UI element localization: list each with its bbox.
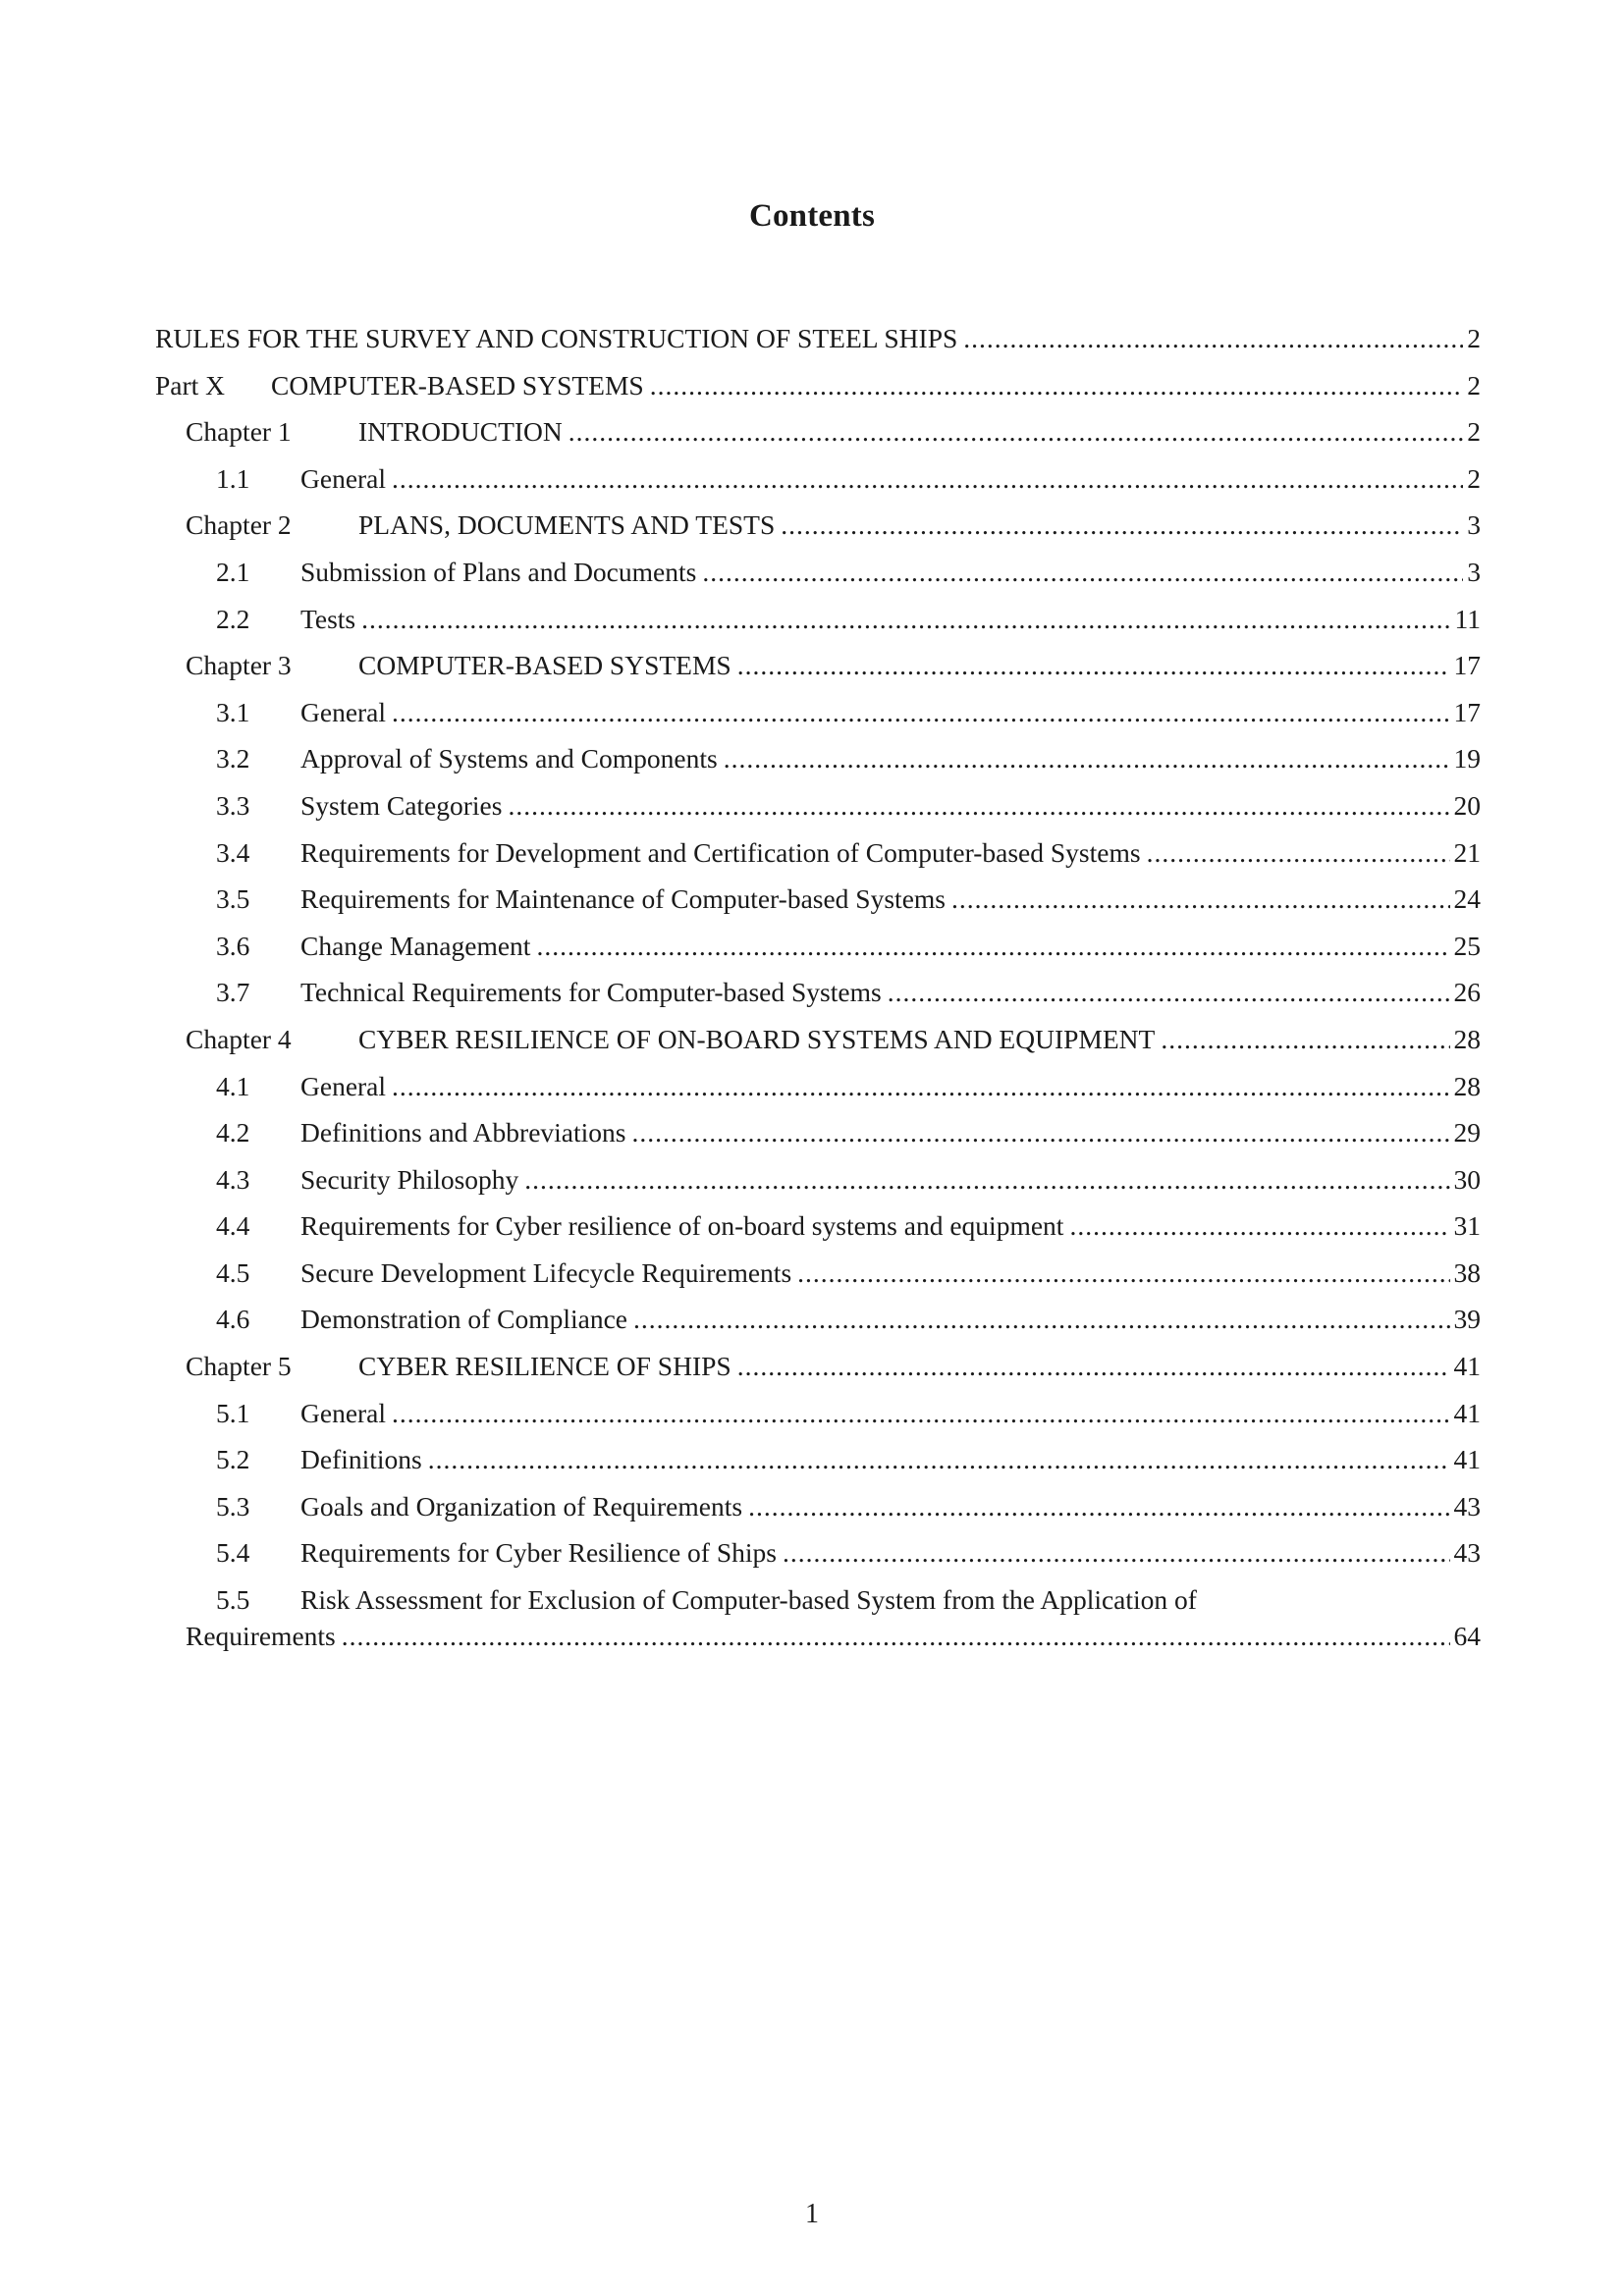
- dot-leader: [702, 553, 1463, 592]
- toc-title: Requirements for Cyber resilience of on-board systems and equipment: [300, 1210, 1064, 1242]
- toc-title: General: [300, 1070, 387, 1101]
- toc-title: INTRODUCTION: [358, 416, 563, 448]
- toc-number: 3.1: [216, 696, 250, 727]
- toc-title: General: [300, 462, 387, 494]
- toc-number: 2.2: [216, 603, 250, 634]
- toc-title: RULES FOR THE SURVEY AND CONSTRUCTION OF STEEL SHIPS: [155, 323, 958, 353]
- toc-title: CYBER RESILIENCE OF ON-BOARD SYSTEMS AND EQUIPMENT: [358, 1023, 1156, 1054]
- dot-leader: [524, 1160, 1449, 1200]
- toc-entry-5-5[interactable]: [155, 1580, 1481, 1652]
- toc-title: CYBER RESILIENCE OF SHIPS: [358, 1351, 731, 1382]
- dot-leader: [392, 693, 1449, 732]
- toc-number: Chapter 4: [186, 1023, 292, 1054]
- toc-number: 1.1: [216, 462, 250, 494]
- toc-number: 5.4: [216, 1537, 250, 1569]
- dot-leader: [951, 880, 1450, 919]
- dot-leader: [568, 412, 1463, 452]
- toc-page-number: 2: [1467, 462, 1481, 494]
- toc-entry-rules[interactable]: [155, 319, 1481, 366]
- toc-number: Chapter 2: [186, 509, 292, 541]
- toc-title: Demonstration of Compliance: [300, 1304, 627, 1335]
- toc-entry-part-x[interactable]: [155, 366, 1481, 413]
- toc-number: 4.3: [216, 1163, 250, 1195]
- toc-title: General: [300, 696, 387, 727]
- toc-number: Chapter 3: [186, 650, 292, 681]
- toc-entry-chapter-2[interactable]: [155, 506, 1481, 553]
- toc-title: Security Philosophy: [300, 1163, 519, 1195]
- toc-title-continued: Requirements: [186, 1621, 336, 1652]
- toc-title: Change Management: [300, 930, 531, 961]
- toc-entry-3-3[interactable]: [155, 786, 1481, 833]
- dot-leader: [724, 739, 1450, 778]
- toc-number: 5.2: [216, 1444, 250, 1475]
- toc-entry-4-5[interactable]: [155, 1254, 1481, 1301]
- toc-entry-3-6[interactable]: [155, 927, 1481, 974]
- dot-leader: [1147, 833, 1450, 873]
- dot-leader: [392, 1394, 1449, 1433]
- toc-page-number: 29: [1453, 1117, 1481, 1148]
- toc-number: 5.1: [216, 1397, 250, 1428]
- toc-entry-chapter-3[interactable]: [155, 646, 1481, 693]
- toc-title: System Categories: [300, 789, 503, 821]
- toc-entry-3-1[interactable]: [155, 693, 1481, 740]
- toc-entry-5-1[interactable]: [155, 1394, 1481, 1441]
- dot-leader: [633, 1300, 1450, 1339]
- toc-page-number: 2: [1467, 369, 1481, 400]
- toc-page-number: 17: [1453, 650, 1481, 681]
- toc-title: Definitions: [300, 1444, 422, 1475]
- toc-entry-2-2[interactable]: [155, 600, 1481, 647]
- toc-title: General: [300, 1397, 387, 1428]
- toc-number: 4.1: [216, 1070, 250, 1101]
- toc-title: Approval of Systems and Components: [300, 743, 718, 774]
- toc-title: PLANS, DOCUMENTS AND TESTS: [358, 509, 776, 541]
- toc-title: Technical Requirements for Computer-based Systems: [300, 977, 882, 1008]
- toc-page-number: 17: [1453, 696, 1481, 727]
- toc-title: Tests: [300, 603, 356, 634]
- toc-number: 4.6: [216, 1304, 250, 1335]
- toc-page-number: 11: [1454, 603, 1481, 634]
- toc-title: Submission of Plans and Documents: [300, 556, 697, 587]
- page-title: Contents: [748, 198, 876, 234]
- dot-leader: [631, 1113, 1449, 1152]
- dot-leader: [783, 1533, 1450, 1573]
- dot-leader: [428, 1440, 1450, 1479]
- table-of-contents: [155, 319, 1481, 1652]
- toc-number: 2.1: [216, 556, 250, 587]
- dot-leader: [737, 646, 1450, 685]
- toc-title: COMPUTER-BASED SYSTEMS: [358, 650, 731, 681]
- toc-page-number: 30: [1453, 1163, 1481, 1195]
- toc-number: Chapter 1: [186, 416, 292, 448]
- toc-number: 4.5: [216, 1256, 250, 1288]
- toc-entry-3-2[interactable]: [155, 739, 1481, 786]
- toc-number: 3.6: [216, 930, 250, 961]
- toc-page-number: 20: [1453, 789, 1481, 821]
- toc-page-number: 25: [1453, 930, 1481, 961]
- toc-page-number: 43: [1453, 1490, 1481, 1522]
- toc-page-number: 2: [1467, 323, 1481, 353]
- toc-page-number: 41: [1453, 1444, 1481, 1475]
- toc-entry-chapter-4[interactable]: [155, 1020, 1481, 1067]
- toc-page-number: 41: [1453, 1397, 1481, 1428]
- toc-page-number: 41: [1453, 1351, 1481, 1382]
- toc-number: 3.7: [216, 977, 250, 1008]
- toc-entry-4-1[interactable]: [155, 1067, 1481, 1114]
- toc-entry-5-4[interactable]: [155, 1533, 1481, 1580]
- toc-number: 3.4: [216, 836, 250, 868]
- toc-page-number: 28: [1453, 1070, 1481, 1101]
- toc-page-number: 28: [1453, 1023, 1481, 1054]
- dot-leader: [392, 459, 1463, 499]
- dot-leader: [650, 366, 1464, 405]
- toc-number: 3.3: [216, 789, 250, 821]
- toc-title: Secure Development Lifecycle Requirements: [300, 1256, 792, 1288]
- toc-entry-5-3[interactable]: [155, 1487, 1481, 1534]
- toc-page-number: 64: [1453, 1621, 1481, 1652]
- toc-entry-1-1[interactable]: [155, 459, 1481, 507]
- toc-page-number: 2: [1467, 416, 1481, 448]
- toc-number: 5.5: [216, 1584, 250, 1616]
- toc-number: 3.2: [216, 743, 250, 774]
- toc-title: Requirements for Development and Certification of Computer-based Systems: [300, 836, 1141, 868]
- toc-entry-4-3[interactable]: [155, 1160, 1481, 1207]
- dot-leader: [748, 1487, 1449, 1526]
- toc-entry-chapter-5[interactable]: [155, 1347, 1481, 1394]
- page-number: 1: [805, 2199, 819, 2229]
- toc-title: Definitions and Abbreviations: [300, 1117, 626, 1148]
- toc-entry-3-5[interactable]: [155, 880, 1481, 927]
- toc-number: Part X: [155, 369, 226, 400]
- toc-title: Requirements for Cyber Resilience of Ships: [300, 1537, 777, 1569]
- toc-page-number: 31: [1453, 1210, 1481, 1242]
- toc-entry-3-7[interactable]: [155, 973, 1481, 1020]
- toc-page-number: 21: [1453, 836, 1481, 868]
- toc-number: Chapter 5: [186, 1351, 292, 1382]
- toc-entry-chapter-1[interactable]: [155, 412, 1481, 459]
- dot-leader: [1069, 1206, 1449, 1246]
- dot-leader: [342, 1620, 1450, 1653]
- toc-title: Risk Assessment for Exclusion of Computer-based System from the Application of: [300, 1584, 1197, 1616]
- dot-leader: [508, 786, 1449, 826]
- dot-leader: [536, 927, 1449, 966]
- toc-page-number: 3: [1467, 509, 1481, 541]
- dot-leader: [797, 1254, 1449, 1293]
- toc-entry-3-4[interactable]: [155, 833, 1481, 881]
- dot-leader: [781, 506, 1463, 545]
- toc-title: Requirements for Maintenance of Computer-based Systems: [300, 883, 946, 915]
- toc-page-number: 38: [1453, 1256, 1481, 1288]
- dot-leader: [361, 600, 1450, 639]
- toc-page-number: 26: [1453, 977, 1481, 1008]
- dot-leader: [392, 1067, 1449, 1106]
- dot-leader: [737, 1347, 1450, 1386]
- toc-page-number: 39: [1453, 1304, 1481, 1335]
- toc-number: 4.4: [216, 1210, 250, 1242]
- toc-entry-2-1[interactable]: [155, 553, 1481, 600]
- toc-entry-4-2[interactable]: [155, 1113, 1481, 1160]
- toc-title: Goals and Organization of Requirements: [300, 1490, 743, 1522]
- toc-number: 5.3: [216, 1490, 250, 1522]
- toc-number: 4.2: [216, 1117, 250, 1148]
- toc-page-number: 43: [1453, 1537, 1481, 1569]
- toc-page-number: 24: [1453, 883, 1481, 915]
- toc-number: 3.5: [216, 883, 250, 915]
- dot-leader: [1161, 1020, 1449, 1059]
- toc-entry-4-4[interactable]: [155, 1206, 1481, 1254]
- toc-title: COMPUTER-BASED SYSTEMS: [271, 369, 644, 400]
- dot-leader: [963, 319, 1463, 358]
- toc-page-number: 3: [1467, 556, 1481, 587]
- toc-entry-4-6[interactable]: [155, 1300, 1481, 1347]
- dot-leader: [888, 973, 1450, 1012]
- toc-page-number: 19: [1453, 743, 1481, 774]
- toc-entry-5-2[interactable]: [155, 1440, 1481, 1487]
